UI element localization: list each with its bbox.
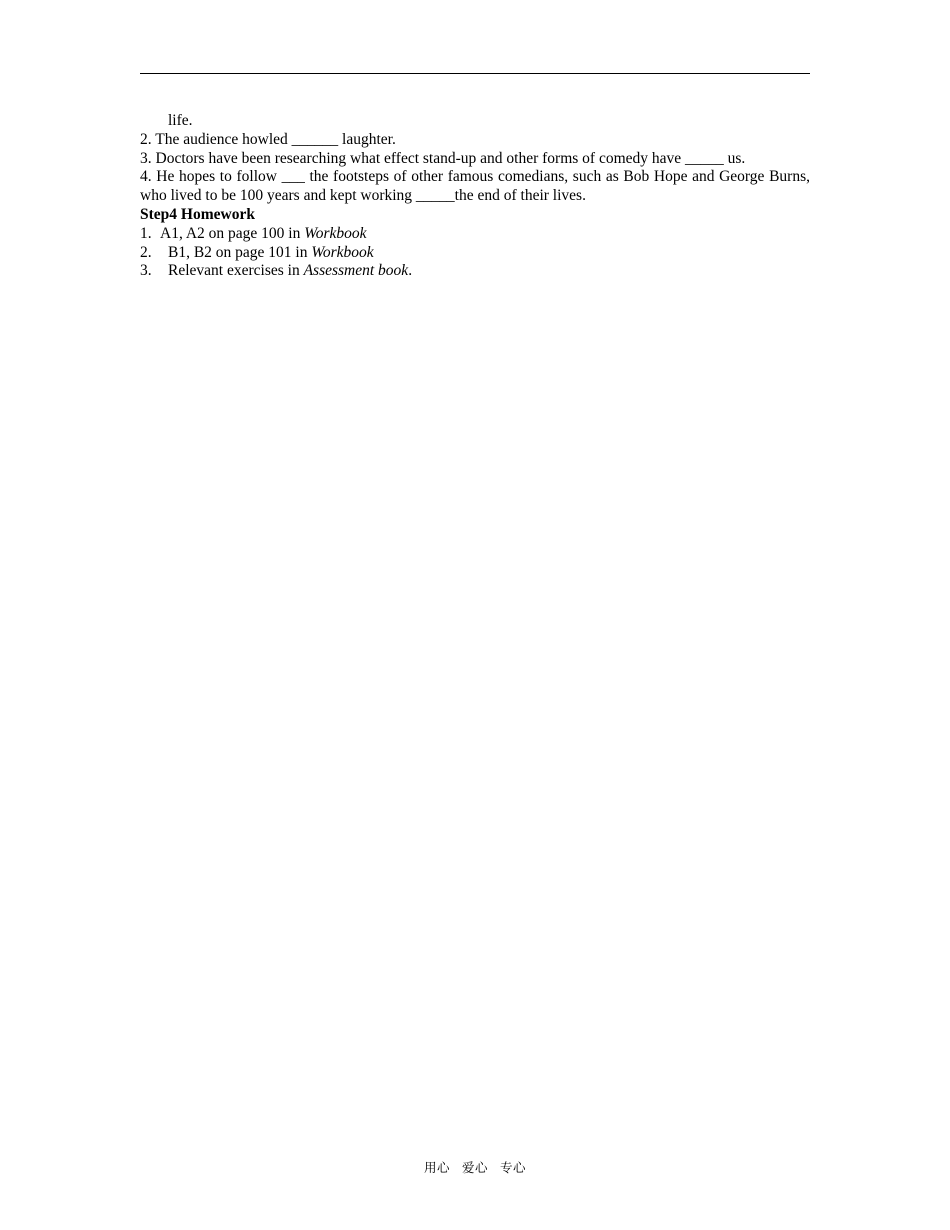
homework-item-number: 3. — [140, 262, 152, 280]
document-body — [140, 112, 810, 281]
homework-item-text: Relevant exercises in — [168, 262, 304, 280]
homework-item-book: Workbook — [304, 224, 367, 242]
homework-item-number: 1. — [140, 224, 152, 242]
footer-part: 爱心 — [461, 1160, 488, 1175]
homework-item-3 — [140, 262, 810, 281]
header-rule — [140, 73, 810, 74]
footer-part: 用心 — [423, 1160, 450, 1175]
homework-item-text: B1, B2 on page 101 in — [168, 243, 312, 261]
homework-item-book: Workbook — [311, 243, 374, 261]
homework-item-book: Assessment book — [303, 262, 409, 280]
homework-item-1 — [140, 225, 810, 244]
continuation-line: life. — [168, 112, 193, 129]
sentence-3: 3. Doctors have been researching what effect stand-up and other forms of comedy have _____ us. — [140, 149, 746, 167]
sentence-4: 4. He hopes to follow ___ the footsteps of other famous comedians, such as Bob Hope and George Burns, who lived to be 100 years and kept working _____the end of their lives. — [140, 168, 810, 205]
homework-item-text: A1, A2 on page 100 in — [160, 224, 305, 242]
homework-item-number: 2. — [140, 243, 152, 261]
footer-part: 专心 — [500, 1160, 527, 1175]
homework-item-2 — [140, 244, 810, 263]
homework-heading: Step4 Homework — [140, 205, 255, 223]
page-footer — [0, 1158, 950, 1176]
homework-item-suffix: . — [408, 262, 413, 280]
sentence-2: 2. The audience howled ______ laughter. — [140, 130, 396, 148]
